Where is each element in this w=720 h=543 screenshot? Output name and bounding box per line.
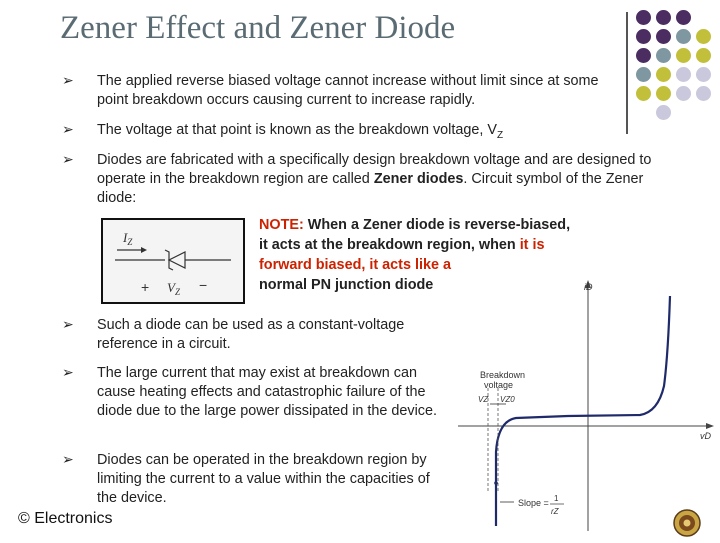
svg-text:VZ: $V_Z$ (167, 280, 180, 297)
decorative-dot-grid (636, 10, 720, 120)
bullet-text-4: Such a diode can be used as a constant-voltage reference in a circuit. (97, 317, 405, 352)
zener-iv-characteristic (450, 276, 718, 538)
footer-copyright: © Electronics (18, 510, 113, 527)
bullet-marker-2: ➢ (62, 121, 74, 137)
svg-text:Breakdown: Breakdown (480, 370, 526, 380)
svg-text:IZ: $I_Z$ (123, 230, 133, 247)
iv-curve (496, 296, 670, 526)
y-axis-label: iD (584, 282, 593, 292)
svg-text:VZ0: VZ0 (500, 395, 515, 404)
bullet-marker-3: ➢ (62, 151, 74, 167)
bullet-marker-6: ➢ (62, 451, 74, 467)
bullet-marker-5: ➢ (62, 364, 74, 380)
bullet-text-1: The applied reverse biased voltage cannot increase without limit since at some point breakdown occurs causing current to increase rapidly. (97, 73, 599, 108)
bullet-marker-4: ➢ (62, 316, 74, 332)
svg-text:+: + (141, 279, 150, 295)
slide-title: Zener Effect and Zener Diode (60, 10, 456, 46)
bullet-text-2: The voltage at that point is known as the breakdown voltage, $V_Z$ (97, 122, 504, 141)
svg-text:voltage: voltage (484, 380, 514, 390)
svg-text:1: 1 (554, 494, 559, 503)
bullet-text-5: The large current that may exist at breakdown can cause heating effects and catastrophic failure of the diode due to the large power dissipated in the device. (97, 365, 438, 419)
bullet-text-3: Diodes are fabricated with a specifically design breakdown voltage and are designed to operate in the breakdown region are called Zener diodes. Circuit symbol of the Zener diode: (97, 152, 652, 206)
bullet-marker-1: ➢ (62, 72, 74, 88)
svg-text:rZ: rZ (551, 507, 559, 516)
zener-circuit-symbol (101, 218, 245, 304)
footer-logo-icon (672, 508, 702, 538)
note-callout: NOTE: When a Zener diode is reverse-biased, it acts at the breakdown region, when it is forward biased, it acts like a normal PN junction diode (259, 217, 571, 293)
svg-text:Slope =: Slope = (518, 498, 549, 508)
svg-text:−: − (199, 277, 208, 293)
bullet-text-6: Diodes can be operated in the breakdown region by limiting the current to a value within the capacities of the device. (97, 452, 430, 506)
svg-text:VZ: VZ (478, 395, 489, 404)
x-axis-label: vD (700, 431, 711, 441)
